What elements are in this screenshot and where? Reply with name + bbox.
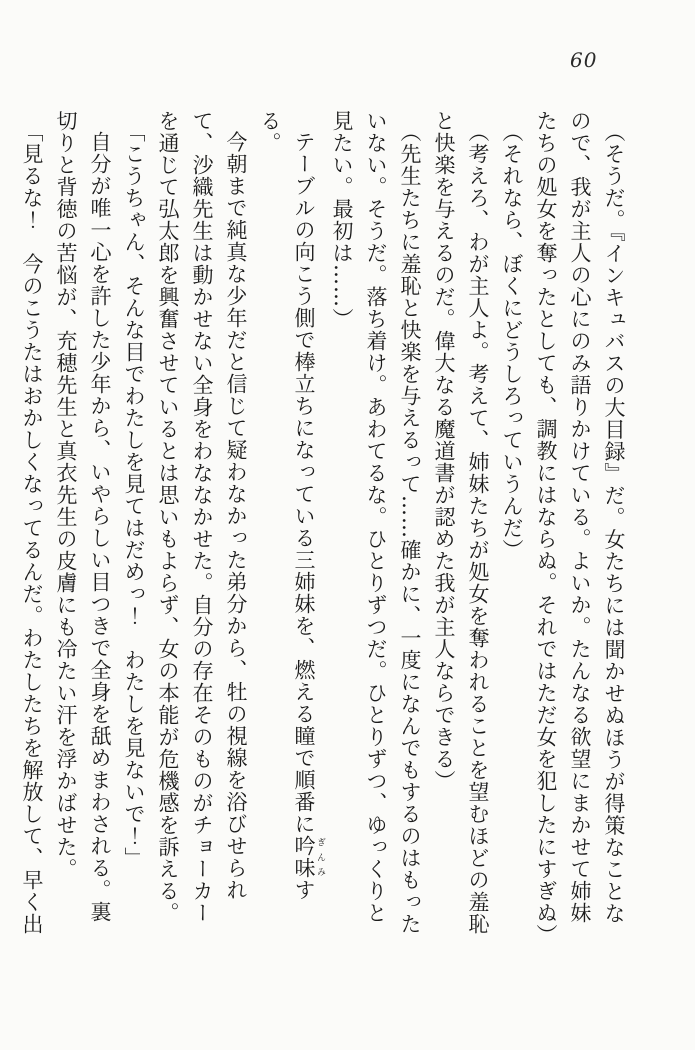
paragraph-betrayal: 自分が唯一心を許した少年から、いやらしい目つきで全身を舐めまわされる。裏切りと背徳の苦悩が、充穂先生と真衣先生の皮膚にも冷たい汗を浮かばせた。 [54, 110, 112, 923]
paragraph-quote-miruna: 「見るな！ 今のこうたはおかしくなってるんだ。わたしたちを解放して、早く出 [20, 120, 44, 935]
ruby-ginmi-base: 吟味 [292, 835, 316, 879]
paragraph-quote-dont-look: 「こうちゃん、そんな目でわたしを見てはだめっ！ わたしを見ないで！」 [122, 120, 146, 869]
paragraph-table-scene [253, 110, 325, 936]
page-number: 60 [570, 48, 598, 72]
paragraph-table-scene-post: する。 [258, 110, 316, 901]
paragraph-resolve: （先生たちに羞恥と快楽を与えるって……確かに、一度になんでもするのはもったいない。そうだ。落ち着け。あわてるな。ひとりずつだ。ひとりずつ、ゆっくりと見たい。最初は……） [330, 110, 422, 935]
paragraph-think-command: （考えろ、わが主人よ。考えて、姉妹たちが処女を奪われることを望むほどの羞恥と快楽を与えるのだ。偉大なる魔道書が認めた我が主人ならできる） [432, 110, 490, 935]
ruby-ginmi [292, 835, 325, 879]
body-text [15, 110, 631, 946]
paragraph-reply: （それなら、ぼくにどうしろっていうんだ） [500, 120, 524, 561]
ruby-ginmi-furigana: ぎんみ [315, 835, 325, 879]
paragraph-monologue-incubus: （そうだ。『インキュバスの大目録』だ。女たちには聞かせぬほうが得策なことなので、我が主人の心にのみ語りかけている。よいか。たんなる欲望にまかせて姉妹たちの処女を奪ったとしても、調教にはならぬ。それではただ女を犯したにすぎぬ） [534, 110, 626, 946]
paragraph-saori-reaction: 今朝まで純真な少年だと信じて疑わなかった弟分から、牡の視線を浴びせられて、沙織先生は動かせない全身をわななかせた。自分の存在そのものがチョーカーを通じて弘太郎を興奮させているとは思いもよらず、女の本能が危機感を訴える。 [156, 110, 248, 924]
paragraph-table-scene-pre: テーブルの向こう側で棒立ちになっている三姉妹を、燃える瞳で順番に [292, 131, 316, 835]
